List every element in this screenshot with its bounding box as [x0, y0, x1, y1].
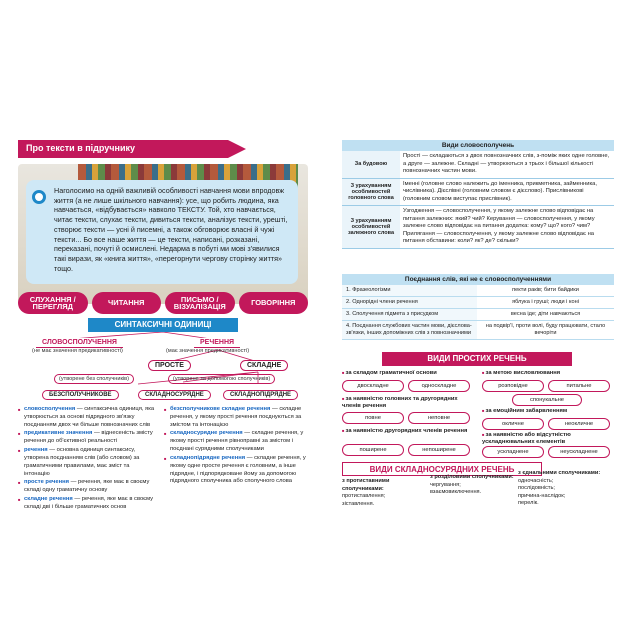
skills-buttons [18, 292, 308, 314]
note-z-spoluchnykamy: (утворене за допомогою сполучників) [168, 374, 275, 384]
label-emotion: ■ за емоційним забарвленням [482, 408, 614, 415]
table-row: 2. Однорідні члени речення яблука і груші; люди і коні [342, 297, 614, 309]
left-page [18, 140, 308, 510]
label-secondary-members: ■ за наявністю другорядних членів речення [342, 428, 472, 435]
pill: неокличне [548, 418, 610, 430]
table-row: 1. Фразеологізми пекти раків; бити байдики [342, 285, 614, 297]
def-item: ■ словосполучення — синтаксична одиниця, яка утворюється за основі підрядного зв'язку поєднанням двох чи більше повнозначних слів [18, 406, 156, 429]
pill: питальне [548, 380, 610, 392]
def-item: ■ складне речення — речення, яке має в своєму складі дві і більше граматичних основ [18, 496, 156, 512]
table-row: За будовою Прості — складаються з двох повнозначних слів, з-поміж яких одне головне, а друге — залежне. Складні — утворюються з трьох і більшої кількості повнозначних частин мови. [342, 151, 614, 179]
node-proste: ПРОСТЕ [148, 360, 191, 371]
col-connective: з єднальними сполучниками: одночасність; послідовність; причина-наслідок; перелік. [518, 470, 601, 507]
section-compound-sentences: ВИДИ СКЛАДНОСУРЯДНИХ РЕЧЕНЬ [342, 462, 542, 476]
intro-text: Наголосимо на одній важливій особливості навчання мови впродовж життя (а не лише шкільного навчання): усе, що робить людина, яка навчається, «відбувається» навколо ТЕКСТУ. Той, хто навчається, читає тексти, слухає тексти, дивиться тексти, аналізує тексти, урешті, створює тексти — усні й писемні, а також обговорює власні й чужі тексти... Бо все наше життя — це тексти, написані, розказані, переказані, почуті й осмислені. Недарма в побуті ми мові з'явилися такі вирази, як «книга життя», «перегорнути чергову сторінку життя» тощо. [54, 186, 288, 273]
node-bezspoluchnykove: БЕЗСПОЛУЧНИКОВЕ [42, 390, 119, 400]
table-row: З урахуванням особливостей залежного слова Узгодження — словосполучення, у якому залежне слово відповідає на питання залежних: який? чий? Керування — словосполучення, у якому залежне слово відповідає на питання додатка: кому? що? кого? чим? Прилягання — словосполучення, у якому залежне слово відповідає на питання обставини: коли? як? де? скільки? [342, 206, 614, 249]
table-types-of-phrases [342, 140, 614, 249]
skill-reading: ЧИТАННЯ [92, 292, 162, 314]
intro-bubble [26, 180, 298, 284]
table-non-phrases [342, 274, 614, 340]
skill-writing: ПИСЬМО / ВІЗУАЛІЗАЦІЯ [165, 292, 235, 314]
right-page [342, 140, 614, 507]
node-skladnosuryadne: СКЛАДНОСУРЯДНЕ [138, 390, 211, 400]
pill: односкладне [408, 380, 470, 392]
label-composition: ■ за складом граматичної основи [342, 370, 472, 377]
def-item: ■ просте речення — речення, яке має в своєму складі одну граматичну основу [18, 479, 156, 495]
label-purpose: ■ за метою висловлювання [482, 370, 614, 377]
col-disjunctive: з розділовими сполучниками: чергування; взаємовиключення. [430, 474, 514, 496]
def-item: ■ предикативне значення — віднесеність змісту речення до об'єктивної реальності [18, 430, 156, 446]
table-header: Поєднання слів, які не є словосполученнями [342, 274, 614, 285]
label-complicating: ■ за наявністю або відсутністю ускладнювальних елементів [482, 432, 614, 446]
table-row: 3. Сполучення підмета з присудком весна іде; діти навчаються [342, 309, 614, 321]
pill: неповне [408, 412, 470, 424]
def-item: ■ речення — основна одиниця синтаксису, утворена поєднанням слів (або словом) за граматичними правилами, має зміст та інтонацію [18, 447, 156, 478]
def-item: ■ безсполучникове складне речення — складне речення, у якому прості речення поєднуються за змістом та інтонацією [164, 406, 308, 429]
pill: неускладнене [548, 446, 610, 458]
section-simple-sentences: ВИДИ ПРОСТИХ РЕЧЕНЬ [382, 352, 572, 366]
pill: двоскладне [342, 380, 404, 392]
def-item: ■ складнопідрядне речення — складне речення, у якому одне просте речення є головним, а інше підрядне, і підпорядковане йому за допомогою підрядного сполучника або сполучного слова [164, 455, 308, 486]
table-row: 4. Поєднання службових частин мови, дієслова-зв'язки, інших допоміжних слів з повнозначними на подвір'ї, проти волі, буду працювати, стало вечоріти [342, 321, 614, 340]
node-slovospoluchennya: СЛОВОСПОЛУЧЕННЯ [36, 338, 123, 348]
table-header: Види словосполучень [342, 140, 614, 151]
pill: окличне [482, 418, 544, 430]
pill: спонукальне [512, 394, 582, 406]
syntax-units-heading: СИНТАКСИЧНІ ОДИНИЦІ [88, 318, 238, 332]
page-title: Про тексти в підручнику [18, 140, 228, 158]
label-main-members: ■ за наявністю головних та другорядних членів речення [342, 396, 472, 410]
skill-listening: СЛУХАННЯ / ПЕРЕГЛЯД [18, 292, 88, 314]
skill-speaking: ГОВОРІННЯ [239, 292, 309, 314]
col-adversative: з протиставними сполучниками: протиставлення; зіставлення. [342, 478, 390, 507]
pill: повне [342, 412, 404, 424]
node-rechennya-note: (має значення предикативності) [166, 348, 250, 354]
node-rechennya: РЕЧЕННЯ [194, 338, 240, 348]
node-skladnopidryadne: СКЛАДНОПІДРЯДНЕ [223, 390, 298, 400]
definitions-right [164, 406, 308, 487]
definitions-left [18, 406, 156, 513]
pill: непоширене [408, 444, 470, 456]
pill: ускладнене [482, 446, 544, 458]
node-skladne: СКЛАДНЕ [240, 360, 288, 371]
node-slovospoluchennya-note: (не має значення предикативності) [32, 348, 123, 354]
pill: поширене [342, 444, 404, 456]
def-item: ■ складносурядне речення — складне речення, у якому прості речення рівноправні за змістом і поєднані сурядними сполучниками [164, 430, 308, 453]
pill: розповідне [482, 380, 544, 392]
table-row: З урахуванням особливостей головного слова Іменні (головне слово належить до іменника, прикметника, займенника, числівника). Дієслівні (головним словом є дієслово). Прислівникові (головним словом виступає прислівник). [342, 179, 614, 207]
note-bez-spoluchnykiv: (утворене без сполучників) [54, 374, 134, 384]
bullet-ring-icon [32, 190, 46, 204]
